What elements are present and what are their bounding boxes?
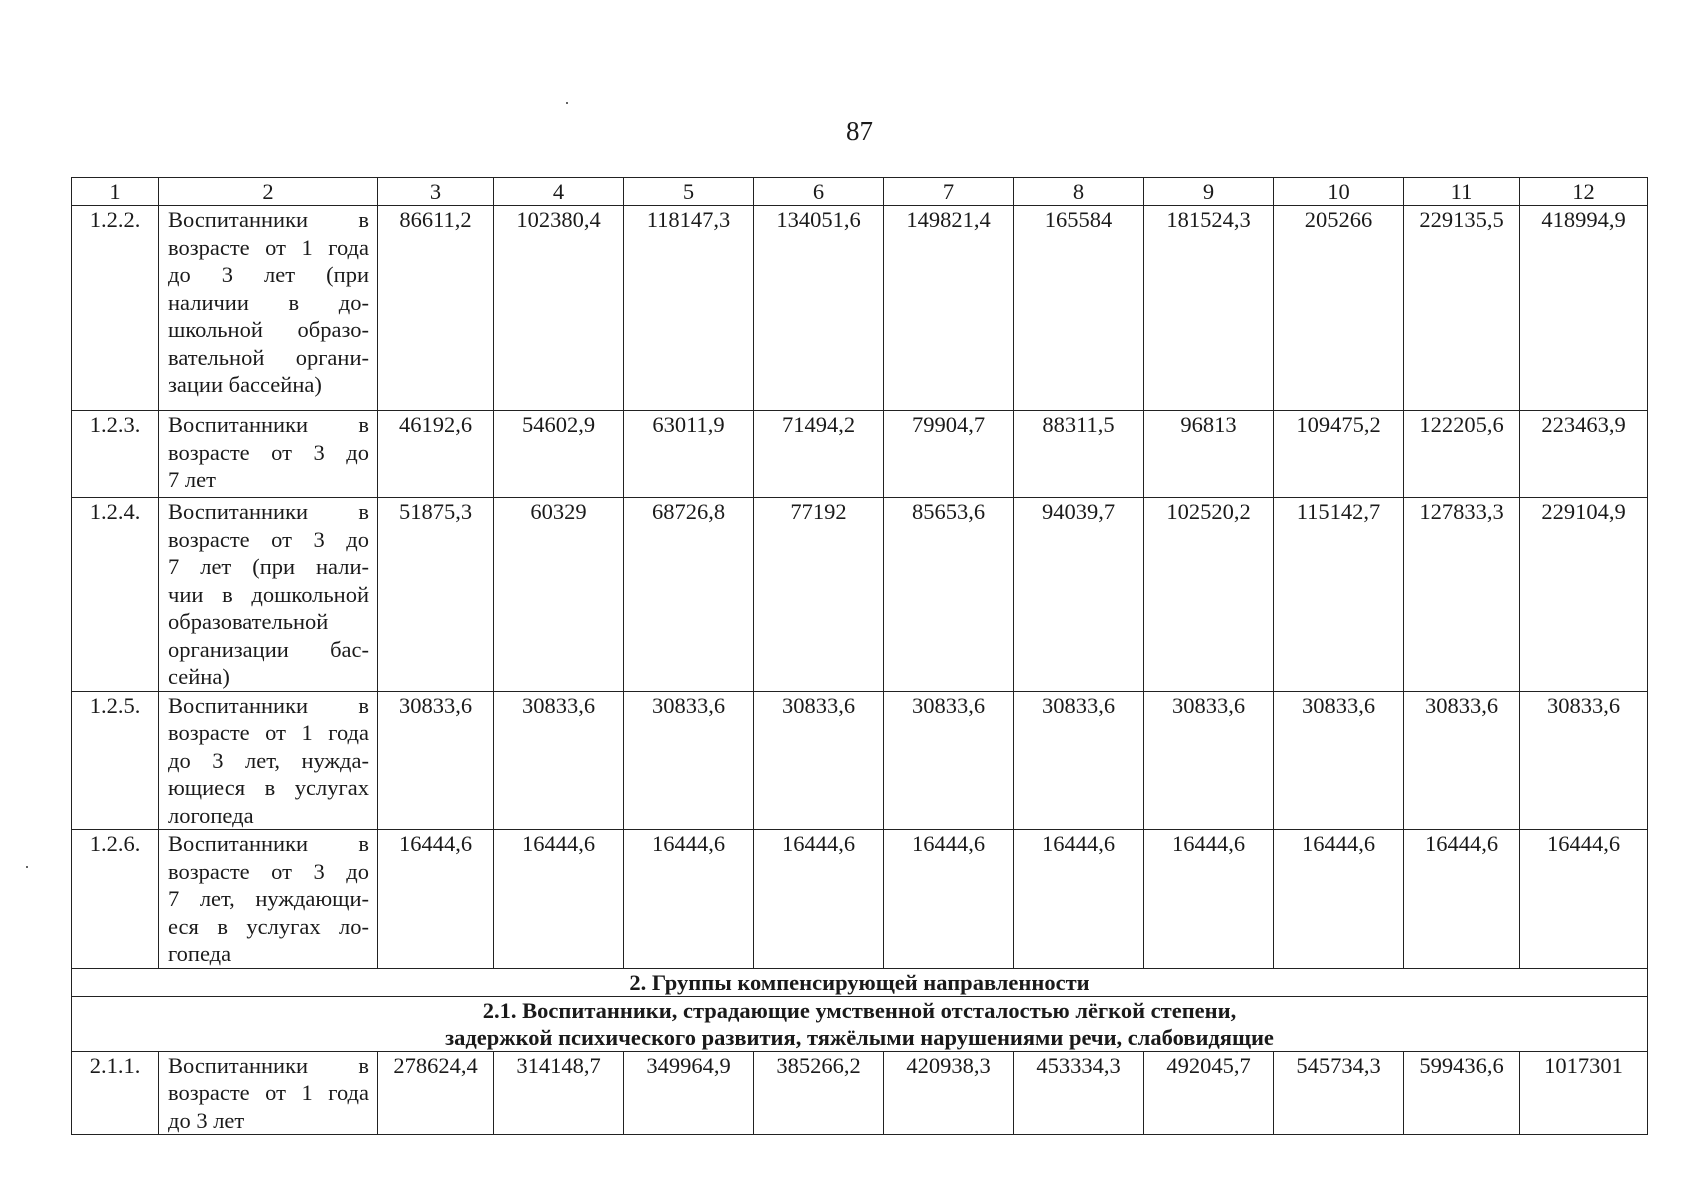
value-cell: 418994,9 [1520,206,1648,411]
value-cell: 278624,4 [378,1051,494,1135]
description-line: Воспитанники в [168,499,369,524]
header-cell: 5 [624,178,754,206]
value-cell: 86611,2 [378,206,494,411]
description-line: Воспитанники в [168,1052,369,1078]
value-cell: 85653,6 [884,498,1014,692]
value-cell: 46192,6 [378,411,494,498]
scan-speck [566,102,568,104]
value-cell: 30833,6 [494,691,624,830]
value-cell: 349964,9 [624,1051,754,1135]
description-line: зации бассейна) [168,372,322,397]
page-number: 87 [846,116,873,146]
section-heading-row [72,968,1648,996]
value-cell: 30833,6 [378,691,494,830]
row-code: 1.2.5. [72,691,159,830]
value-cell: 115142,7 [1274,498,1404,692]
description-line: Воспитанники в [168,692,369,718]
value-cell: 205266 [1274,206,1404,411]
header-cell: 2 [159,178,378,206]
description-line: возрасте от 3 до [168,439,369,465]
value-cell: 68726,8 [624,498,754,692]
value-cell: 16444,6 [1274,830,1404,969]
row-description [159,498,378,692]
description-line: до 3 лет (при [168,262,369,287]
description-line: чии в дошкольной [168,581,369,607]
description-line: до 3 лет, нужда- [168,747,369,773]
header-cell: 3 [378,178,494,206]
value-cell: 71494,2 [754,411,884,498]
description-line: возрасте от 3 до [168,526,369,552]
value-cell: 223463,9 [1520,411,1648,498]
value-cell: 109475,2 [1274,411,1404,498]
table-row [72,830,1648,969]
value-cell: 420938,3 [884,1051,1014,1135]
value-cell: 79904,7 [884,411,1014,498]
description-line: возрасте от 1 года [168,720,369,745]
subsection-heading-row [72,996,1648,1051]
description-line: 7 лет [168,467,216,492]
value-cell: 314148,7 [494,1051,624,1135]
value-cell: 492045,7 [1144,1051,1274,1135]
value-cell: 30833,6 [1274,691,1404,830]
value-cell: 16444,6 [378,830,494,969]
value-cell: 16444,6 [884,830,1014,969]
description-line: организации бас- [168,636,369,662]
table-row [72,206,1648,411]
description-line: Воспитанники в [168,831,369,856]
description-line: возрасте от 3 до [168,858,369,884]
value-cell: 16444,6 [624,830,754,969]
row-description [159,691,378,830]
row-description [159,411,378,498]
description-line: возрасте от 1 года [168,234,369,260]
column-number-header-row [72,178,1648,206]
table-row [72,691,1648,830]
header-cell: 11 [1404,178,1520,206]
description-line: школьной образо- [168,317,369,342]
value-cell: 118147,3 [624,206,754,411]
section-2-title: 2. Группы компенсирующей направленности [72,968,1648,996]
value-cell: 60329 [494,498,624,692]
value-cell: 229135,5 [1404,206,1520,411]
description-line: логопеда [168,802,254,828]
scan-speck [26,866,28,868]
header-cell: 12 [1520,178,1648,206]
row-description [159,206,378,411]
value-cell: 51875,3 [378,498,494,692]
value-cell: 94039,7 [1014,498,1144,692]
value-cell: 30833,6 [1144,691,1274,830]
section-2-1-title [72,996,1648,1051]
header-cell: 8 [1014,178,1144,206]
row-code: 1.2.2. [72,206,159,411]
row-code: 1.2.6. [72,830,159,969]
value-cell: 16444,6 [494,830,624,969]
description-line: гопеда [168,941,232,966]
header-cell: 1 [72,178,159,206]
value-cell: 30833,6 [624,691,754,830]
value-cell: 54602,9 [494,411,624,498]
value-cell: 30833,6 [1014,691,1144,830]
value-cell: 599436,6 [1404,1051,1520,1135]
description-line: еся в услугах ло- [168,913,369,939]
description-line: наличии в до- [168,289,369,315]
value-cell: 385266,2 [754,1051,884,1135]
data-table [71,177,1648,1135]
row-description [159,1051,378,1135]
header-cell: 9 [1144,178,1274,206]
description-line: вательной органи- [168,344,369,370]
value-cell: 16444,6 [1014,830,1144,969]
value-cell: 181524,3 [1144,206,1274,411]
value-cell: 77192 [754,498,884,692]
value-cell: 16444,6 [1144,830,1274,969]
value-cell: 30833,6 [884,691,1014,830]
value-cell: 16444,6 [754,830,884,969]
value-cell: 30833,6 [1520,691,1648,830]
description-line: сейна) [168,664,230,689]
description-line: возрасте от 1 года [168,1080,369,1105]
table-row [72,498,1648,692]
description-line: Воспитанники в [168,207,369,232]
value-cell: 165584 [1014,206,1144,411]
header-cell: 6 [754,178,884,206]
row-description [159,830,378,969]
description-line: Воспитанники в [168,412,369,437]
section-2-1-title-line-1: 2.1. Воспитанники, страдающие умственной отсталостью лёгкой степени, [482,997,1237,1023]
value-cell: 63011,9 [624,411,754,498]
row-code: 2.1.1. [72,1051,159,1135]
value-cell: 16444,6 [1404,830,1520,969]
value-cell: 229104,9 [1520,498,1648,692]
value-cell: 30833,6 [1404,691,1520,830]
description-line: ющиеся в услугах [168,775,369,800]
row-code: 1.2.4. [72,498,159,692]
header-cell: 4 [494,178,624,206]
row-code: 1.2.3. [72,411,159,498]
value-cell: 102380,4 [494,206,624,411]
table-row [72,1051,1648,1135]
description-line: 7 лет (при нали- [168,554,369,579]
description-line: до 3 лет [168,1107,245,1133]
description-line: образовательной [168,609,329,634]
value-cell: 134051,6 [754,206,884,411]
value-cell: 16444,6 [1520,830,1648,969]
value-cell: 122205,6 [1404,411,1520,498]
value-cell: 96813 [1144,411,1274,498]
header-cell: 10 [1274,178,1404,206]
description-line: 7 лет, нуждающи- [168,886,369,911]
value-cell: 102520,2 [1144,498,1274,692]
value-cell: 127833,3 [1404,498,1520,692]
table-row [72,411,1648,498]
value-cell: 149821,4 [884,206,1014,411]
value-cell: 453334,3 [1014,1051,1144,1135]
value-cell: 545734,3 [1274,1051,1404,1135]
value-cell: 30833,6 [754,691,884,830]
section-2-1-title-line-2: задержкой психического развития, тяжёлыми нарушениями речи, слабовидящие [445,1024,1274,1050]
header-cell: 7 [884,178,1014,206]
value-cell: 88311,5 [1014,411,1144,498]
value-cell: 1017301 [1520,1051,1648,1135]
